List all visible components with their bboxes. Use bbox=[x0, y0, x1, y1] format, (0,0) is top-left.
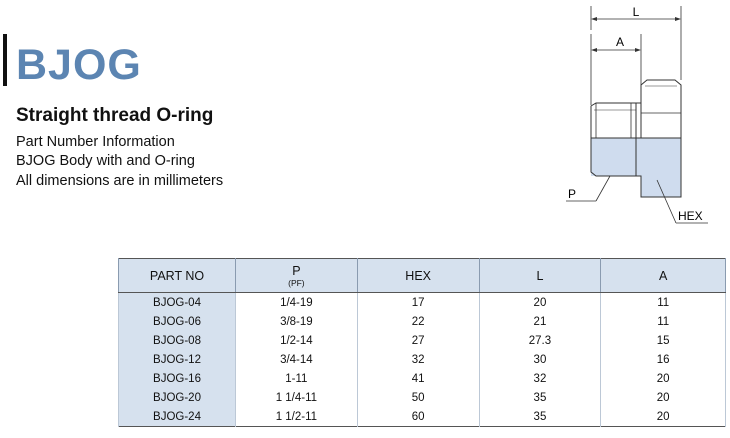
page-title: BJOG bbox=[16, 41, 142, 89]
col-header-p: P (PF) bbox=[236, 259, 358, 293]
cell-p: 1/4-19 bbox=[236, 293, 358, 313]
info-line-body: BJOG Body with and O-ring bbox=[16, 153, 195, 169]
col-header-part-no: PART NO bbox=[119, 259, 236, 293]
cell-l: 21 bbox=[479, 312, 601, 331]
table-row bbox=[119, 331, 726, 350]
cell-hex: 22 bbox=[357, 312, 479, 331]
cell-hex: 27 bbox=[357, 331, 479, 350]
table-row bbox=[119, 293, 726, 313]
cell-l: 35 bbox=[479, 407, 601, 427]
cell-l: 32 bbox=[479, 369, 601, 388]
cell-p: 1 1/2-11 bbox=[236, 407, 358, 427]
fitting-diagram bbox=[555, 0, 730, 240]
cell-a: 16 bbox=[601, 350, 726, 369]
table-row bbox=[119, 350, 726, 369]
dim-label-l: L bbox=[632, 5, 640, 19]
thread-shank bbox=[591, 103, 636, 176]
cell-a: 11 bbox=[601, 312, 726, 331]
arrow-l-left bbox=[591, 17, 597, 21]
cell-p: 1 1/4-11 bbox=[236, 388, 358, 407]
table-row bbox=[119, 312, 726, 331]
table-row bbox=[119, 369, 726, 388]
cell-p: 1-11 bbox=[236, 369, 358, 388]
cell-part-no: BJOG-16 bbox=[119, 369, 236, 388]
cell-a: 15 bbox=[601, 331, 726, 350]
cell-l: 27.3 bbox=[479, 331, 601, 350]
cell-hex: 60 bbox=[357, 407, 479, 427]
cell-p: 1/2-14 bbox=[236, 331, 358, 350]
table-header-row bbox=[119, 259, 726, 293]
table-row bbox=[119, 407, 726, 427]
cell-a: 20 bbox=[601, 388, 726, 407]
leader-p bbox=[596, 176, 610, 201]
label-p: P bbox=[568, 187, 577, 201]
cell-hex: 50 bbox=[357, 388, 479, 407]
table-row bbox=[119, 388, 726, 407]
cell-hex: 41 bbox=[357, 369, 479, 388]
cell-part-no: BJOG-12 bbox=[119, 350, 236, 369]
col-header-l: L bbox=[479, 259, 601, 293]
info-line-units: All dimensions are in millimeters bbox=[16, 173, 224, 189]
hex-head bbox=[641, 80, 681, 138]
cell-part-no: BJOG-20 bbox=[119, 388, 236, 407]
arrow-a-right bbox=[635, 48, 641, 52]
title-accent-bar bbox=[3, 34, 7, 86]
dim-label-a: A bbox=[615, 35, 625, 49]
cell-a: 20 bbox=[601, 407, 726, 427]
page-subtitle: Straight thread O-ring bbox=[16, 105, 214, 126]
cell-hex: 32 bbox=[357, 350, 479, 369]
arrow-a-left bbox=[591, 48, 597, 52]
cell-a: 11 bbox=[601, 293, 726, 313]
cell-p: 3/8-19 bbox=[236, 312, 358, 331]
col-header-hex: HEX bbox=[357, 259, 479, 293]
cell-l: 30 bbox=[479, 350, 601, 369]
dimensions-table bbox=[118, 258, 726, 427]
cell-p: 3/4-14 bbox=[236, 350, 358, 369]
cell-hex: 17 bbox=[357, 293, 479, 313]
col-header-a: A bbox=[601, 259, 726, 293]
cell-part-no: BJOG-06 bbox=[119, 312, 236, 331]
label-hex: HEX bbox=[678, 209, 703, 223]
cell-a: 20 bbox=[601, 369, 726, 388]
cell-l: 35 bbox=[479, 388, 601, 407]
arrow-l-right bbox=[675, 17, 681, 21]
cell-part-no: BJOG-24 bbox=[119, 407, 236, 427]
cell-part-no: BJOG-08 bbox=[119, 331, 236, 350]
cell-l: 20 bbox=[479, 293, 601, 313]
info-line-part-number: Part Number Information bbox=[16, 134, 175, 150]
cell-part-no: BJOG-04 bbox=[119, 293, 236, 313]
